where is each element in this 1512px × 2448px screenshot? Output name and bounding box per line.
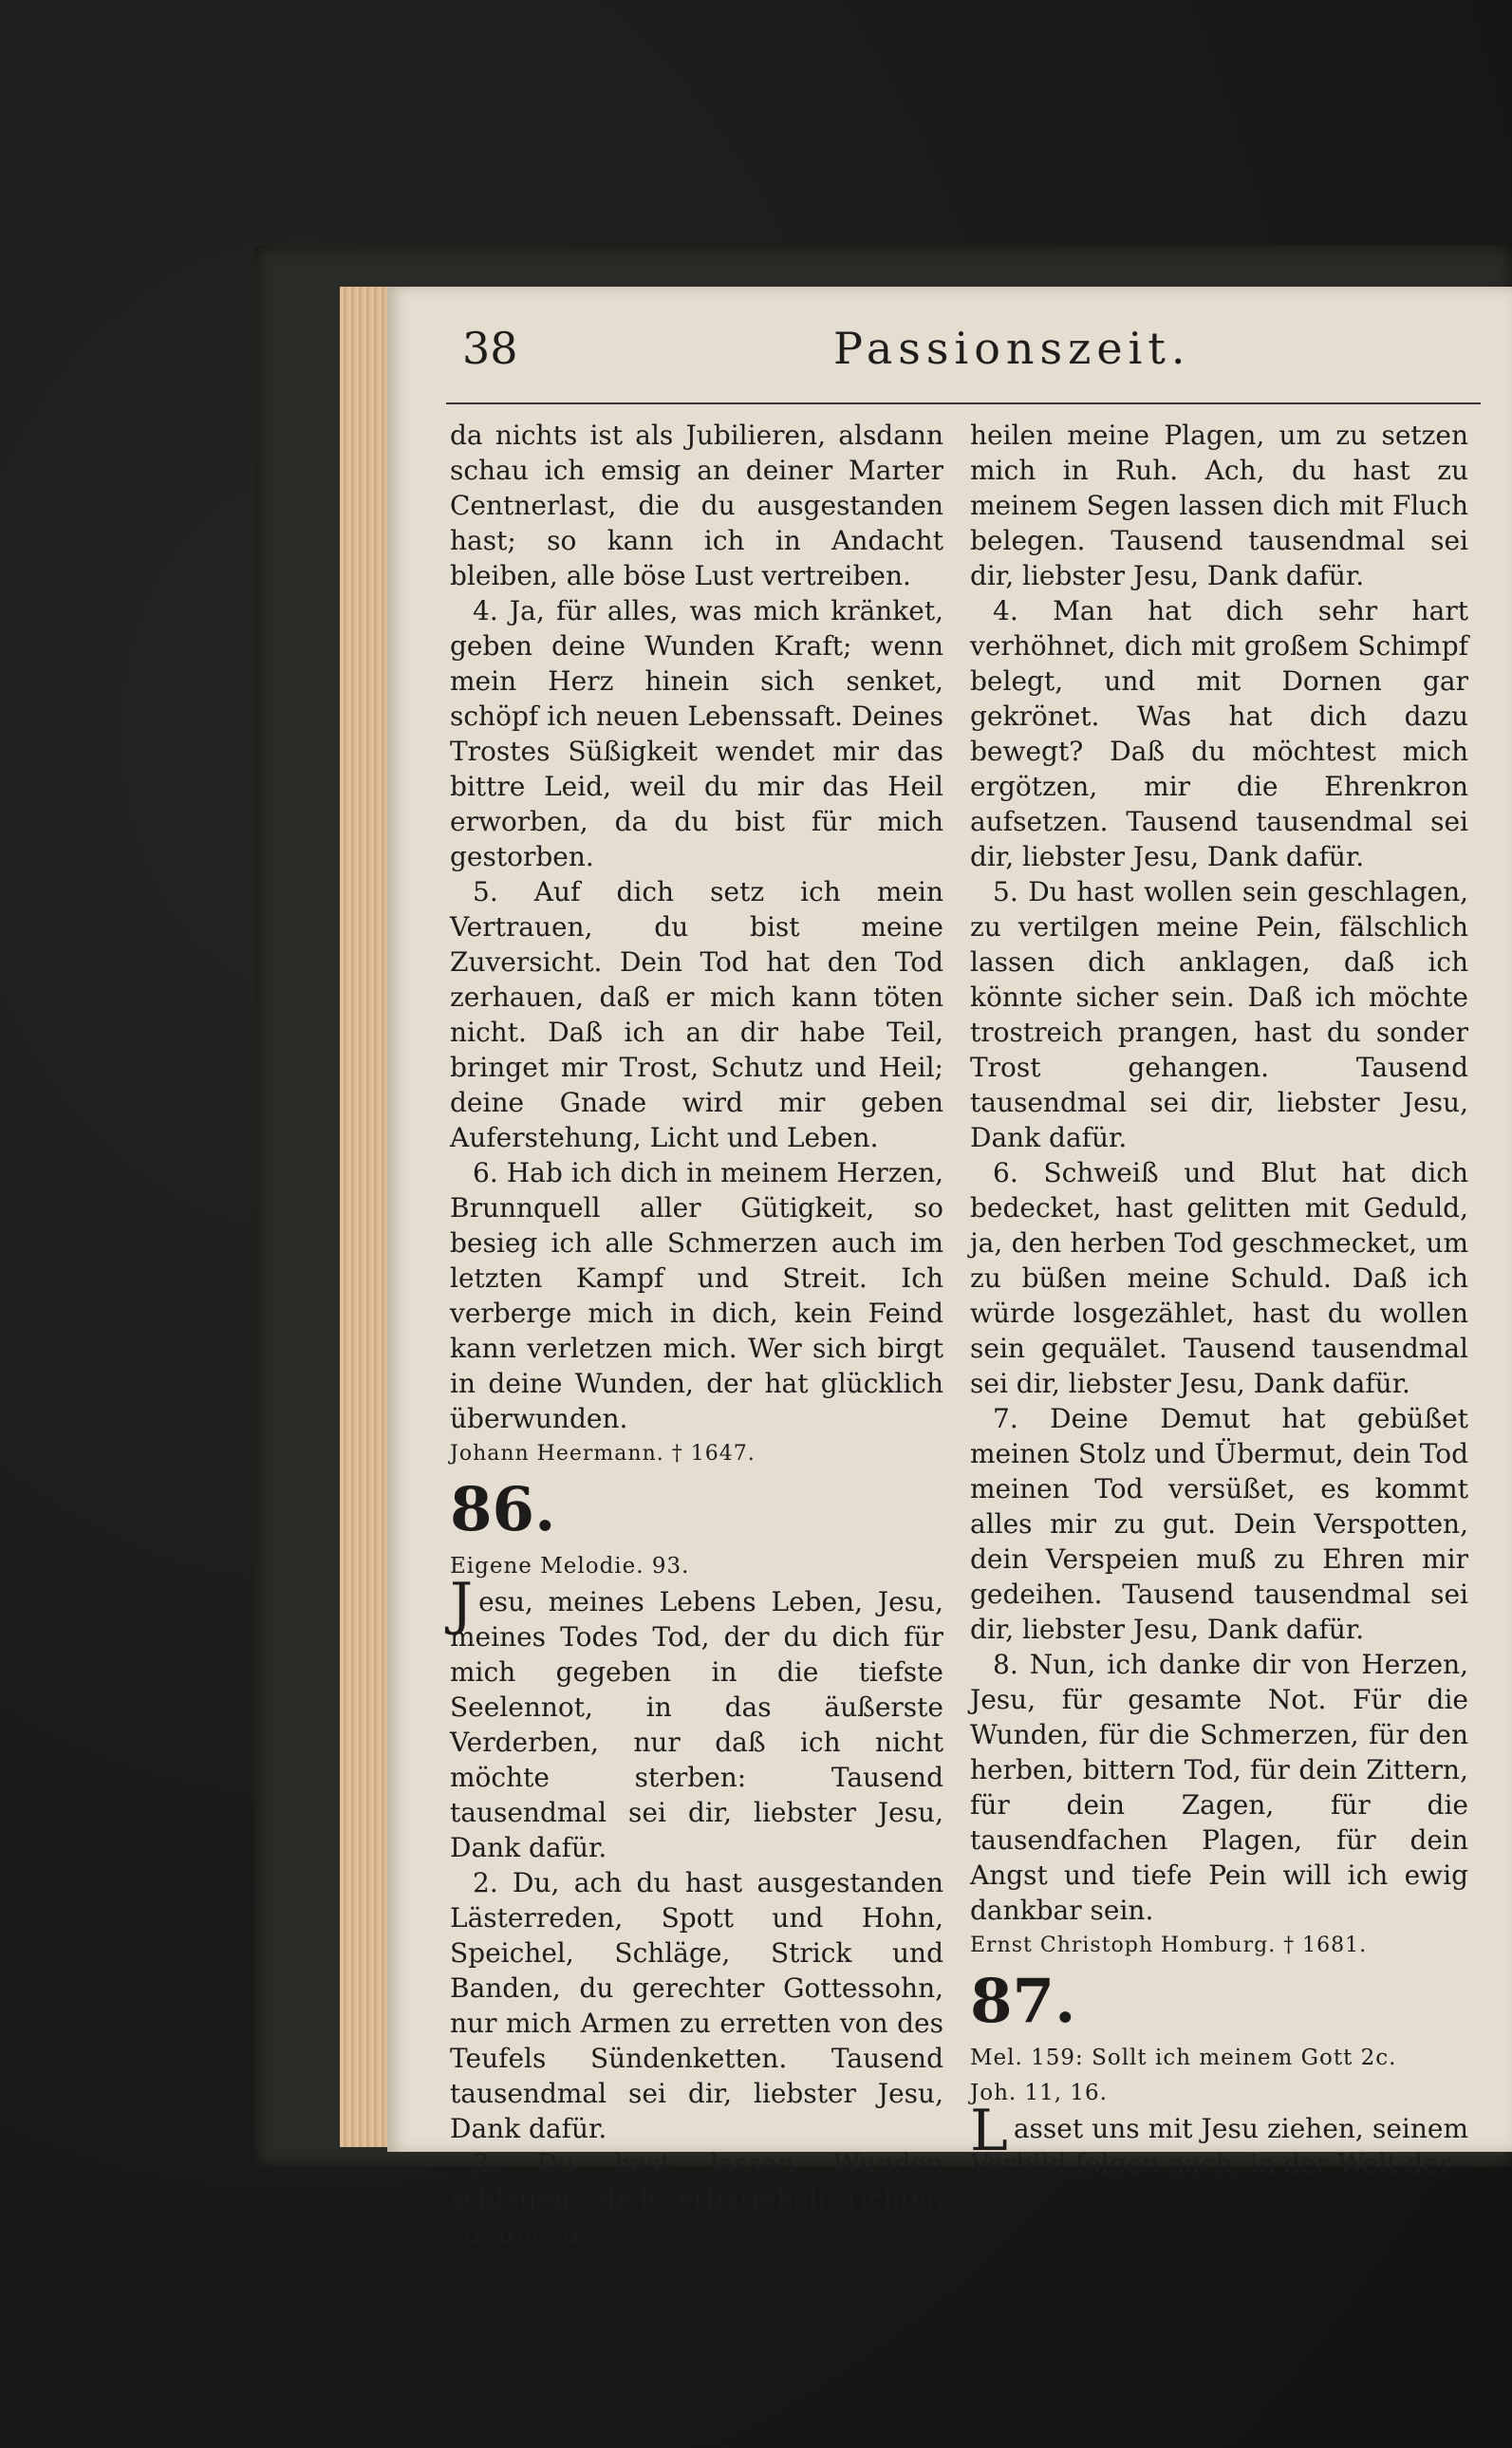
hymn-number: 87. <box>970 1966 1076 2037</box>
left-column <box>450 418 943 2252</box>
paragraph: 7. Deine Demut hat gebüßet meinen Stolz und Übermut, dein Tod meinen Tod versüßet, es kommt alles mir zu gut. Dein Verspotten, dein Verspeien muß zu Ehren mir gedeihen. Tausend tausendmal sei dir, liebster Jesu, Dank dafür. <box>970 1403 1468 1645</box>
paragraph: 6. Hab ich dich in meinem Herzen, Brunnquell aller Gütigkeit, so besieg ich alle Schmerzen auch im letzten Kampf und Streit. Ich verberge mich in dich, kein Feind kann verletzen mich. Wer sich birgt in deine Wunden, der hat glücklich überwunden. <box>450 1157 943 1434</box>
paragraph: 4. Ja, für alles, was mich kränket, geben deine Wunden Kraft; wenn mein Herz hinein sich senket, schöpf ich neuen Lebenssaft. Deines Trostes Süßigkeit wendet mir das bittre Leid, weil du mir das Heil erworben, da du bist für mich gestorben. <box>450 595 943 872</box>
paragraph: 2. Du, ach du hast ausgestanden Lästerreden, Spott und Hohn, Speichel, Schläge, Strick und Banden, du gerechter Gottessohn, nur mich Armen zu erretten von des Teufels Sündenketten. Tausend tausendmal sei dir, liebster Jesu, Dank dafür. <box>450 1867 943 2144</box>
paragraph-text: esu, meines Lebens Leben, Jesu, meines Todes Tod, der du dich für mich gegeben in die tiefste Seelennot, in das äußerste Verderben, nur daß ich nicht möchte sterben: Tausend tausendmal sei dir, liebster Jesu, Dank dafür. <box>450 1586 943 1863</box>
header-rule <box>446 402 1481 404</box>
page-title: Passionszeit. <box>833 323 1191 374</box>
paragraph: da nichts ist als Jubilieren, alsdann schau ich emsig an deiner Marter Centnerlast, die du ausgestanden hast; so kann ich in Andacht bleiben, alle böse Lust vertreiben. <box>450 420 943 591</box>
paragraph: 6. Schweiß und Blut hat dich bedecket, hast gelitten mit Geduld, ja, den herben Tod geschmecket, um zu büßen meine Schuld. Daß ich würde losgezählet, hast du wollen sein gequälet. Tausend tausendmal sei dir, liebster Jesu, Dank dafür. <box>970 1157 1468 1399</box>
paragraph <box>450 1571 943 1865</box>
paragraph-text: asset uns mit Jesu ziehen, seinem Vorbild folgen nach, in der Welt der <box>970 2113 1468 2179</box>
page-edges <box>340 287 393 2147</box>
dropcap: J <box>450 1571 474 1637</box>
melody-line: Eigene Melodie. 93. <box>450 1554 690 1579</box>
paragraph: 3. Du hast lassen Wunden schlagen, dich erbärmlich richten zu, um zu <box>450 2148 943 2250</box>
paragraph: 4. Man hat dich sehr hart verhöhnet, dich mit großem Schimpf belegt, und mit Dornen gar gekrönet. Was hat dich dazu bewegt? Daß du möchtest mich ergötzen, mir die Ehrenkron aufsetzen. Tausend tausendmal sei dir, liebster Jesu, Dank dafür. <box>970 595 1468 872</box>
author-credit: Ernst Christoph Homburg. † 1681. <box>970 1934 1368 1957</box>
right-column <box>970 418 1468 2181</box>
dropcap: L <box>970 2098 1008 2164</box>
hymn-number: 86. <box>450 1474 556 1545</box>
author-credit: Johann Heermann. † 1647. <box>450 1442 756 1466</box>
melody-line: Mel. 159: Sollt ich meinem Gott 2c. <box>970 2046 1397 2070</box>
bible-reference: Joh. 11, 16. <box>970 2081 1108 2105</box>
paragraph <box>970 2098 1468 2181</box>
paragraph: 5. Du hast wollen sein geschlagen, zu vertilgen meine Pein, fälschlich lassen dich anklagen, daß ich könnte sicher sein. Daß ich möchte trostreich prangen, hast du sonder Trost gehangen. Tausend tausendmal sei dir, liebster Jesu, Dank dafür. <box>970 876 1468 1153</box>
page-number: 38 <box>462 323 518 374</box>
paragraph: 5. Auf dich setz ich mein Vertrauen, du bist meine Zuversicht. Dein Tod hat den Tod zerhauen, daß er mich kann töten nicht. Daß ich an dir habe Teil, bringet mir Trost, Schutz und Heil; deine Gnade wird mir geben Auferstehung, Licht und Leben. <box>450 876 943 1153</box>
paragraph: 8. Nun, ich danke dir von Herzen, Jesu, für gesamte Not. Für die Wunden, für die Schmerzen, für den herben, bittern Tod, für dein Zittern, für dein Zagen, für die tausendfachen Plagen, für dein Angst und tiefe Pein will ich ewig dankbar sein. <box>970 1649 1468 1926</box>
paragraph: heilen meine Plagen, um zu setzen mich in Ruh. Ach, du hast zu meinem Segen lassen dich mit Fluch belegen. Tausend tausendmal sei dir, liebster Jesu, Dank dafür. <box>970 420 1468 591</box>
